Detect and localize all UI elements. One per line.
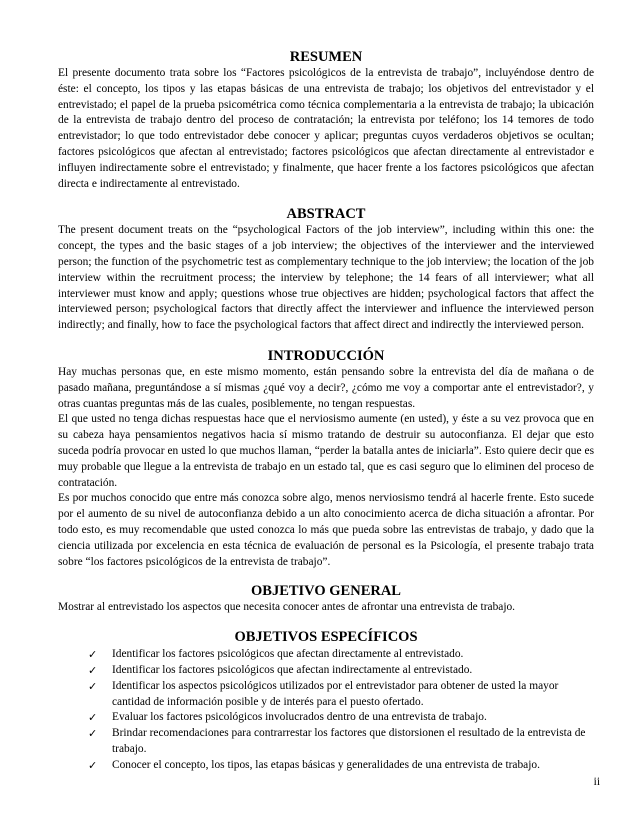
resumen-heading: RESUMEN [289, 49, 363, 65]
list-item [58, 726, 594, 758]
list-item-text: Brindar recomendaciones para contrarrestar los factores que distorsionen el resultado de la entrevista de trabajo. [112, 727, 586, 755]
objetivo-general-heading: OBJETIVO GENERAL [251, 583, 401, 600]
objetivos-especificos-heading: OBJETIVOS ESPECÍFICOS [234, 629, 418, 646]
document-page [58, 48, 594, 773]
abstract-text: The present document treats on the “psychological Factors of the job interview”, including within this one: the concept, the types and the basic stages of a job interview; the objectives of the interviewer and the interviewed person; the function of the psychometric test as complementary technique to the job interview; the location of the job interview within the recruitment process; the interview by telephone; the 14 fears of all interviewer; what all interviewer must know and apply; questions whose true objectives are hidden; psychological factors that affect the interviewed person; psychological factors that directly affect the interviewer and influence the interviewed person indirectly; and finally, how to face the psychological factors that affect direct and indirectly the interviewed person. [58, 224, 594, 332]
list-item [58, 647, 594, 663]
list-item-text: Conocer el concepto, los tipos, las etapas básicas y generalidades de una entrevista de trabajo. [112, 758, 540, 771]
objetivos-especificos-list [58, 647, 594, 773]
list-item-text: Identificar los factores psicológicos que afectan indirectamente al entrevistado. [112, 663, 473, 676]
list-item [58, 710, 594, 726]
objetivo-general-text: Mostrar al entrevistado los aspectos que necesita conocer antes de afrontar una entrevista de trabajo. [58, 601, 516, 614]
checkmark-icon: ✓ [88, 663, 98, 677]
page-number: ii [593, 776, 600, 788]
checkmark-icon: ✓ [88, 727, 98, 741]
introduccion-paragraph: Hay muchas personas que, en este mismo momento, están pensando sobre la entrevista del día de mañana o de pasado mañana, preguntándose a sí mismas ¿qué voy a decir?, ¿cómo me voy a comportar ante el entrevistador?, y otras cuantas preguntas más de las cuales, posiblemente, no tengan respuestas. [58, 365, 594, 410]
list-item-text: Evaluar los factores psicológicos involucrados dentro de una entrevista de trabajo. [112, 711, 487, 724]
introduccion-heading: INTRODUCCIÓN [267, 347, 385, 364]
list-item [58, 679, 594, 711]
checkmark-icon: ✓ [88, 758, 98, 772]
list-item-text: Identificar los aspectos psicológicos utilizados por el entrevistador para obtener de usted la mayor cantidad de información posible y de interés para el puesto ofertado. [112, 679, 559, 708]
checkmark-icon: ✓ [88, 711, 98, 725]
list-item [58, 663, 594, 679]
abstract-heading: ABSTRACT [286, 206, 366, 223]
introduccion-paragraph: Es por muchos conocido que entre más conozca sobre algo, menos nerviosismo tendrá al hacerle frente. Esto sucede por el aumento de su nivel de autoconfianza debido a un alto conocimiento acerca de dicha situación a afrontar. Por todo esto, es muy recomendable que usted conozca lo más que pueda sobre las entrevistas de trabajo, y dado que la ciencia utilizada por excelencia en esta técnica de evaluación de personal es la Psicología, el presente trabajo trata sobre “los factores psicológicos de la entrevista de trabajo”. [58, 492, 594, 568]
introduccion-paragraph: El que usted no tenga dichas respuestas hace que el nerviosismo aumente (en usted), y éste a su vez provoca que en su cabeza haya pensamientos negativos hacia sí mismo tratando de destruir su autoconfianza. El dejar que esto suceda podría provocar en usted lo que muchos llaman, “perder la batalla antes de iniciarla”. Esto quiere decir que es muy probable que llegue a la entrevista de trabajo en un estado tal, que es casi seguro que lo eliminen del proceso de contratación. [58, 413, 594, 489]
checkmark-icon: ✓ [88, 648, 98, 662]
resumen-text: El presente documento trata sobre los “Factores psicológicos de la entrevista de trabajo”, incluyéndose dentro de éste: el concepto, los tipos y las etapas básicas de una entrevista de trabajo; los objetivos del entrevistador y el entrevistado; el papel de la prueba psicométrica como técnica complementaria a la entrevista de trabajo; la ubicación de la entrevista de trabajo dentro del proceso de contratación; la entrevista por teléfono; los 14 temores de todo entrevistador; lo que todo entrevistador debe conocer y aplicar; preguntas cuyos verdaderos objetivos se ocultan; factores psicológicos que afectan al entrevistado; factores psicológicos que afectan directamente al entrevistador e influyen indirectamente sobre el entrevistado; y finalmente, que hacer frente a los factores psicológicos que afectan directa e indirectamente al entrevistado. [58, 67, 594, 190]
checkmark-icon: ✓ [88, 679, 98, 693]
list-item-text: Identificar los factores psicológicos que afectan directamente al entrevistado. [112, 648, 464, 661]
list-item [58, 758, 594, 774]
